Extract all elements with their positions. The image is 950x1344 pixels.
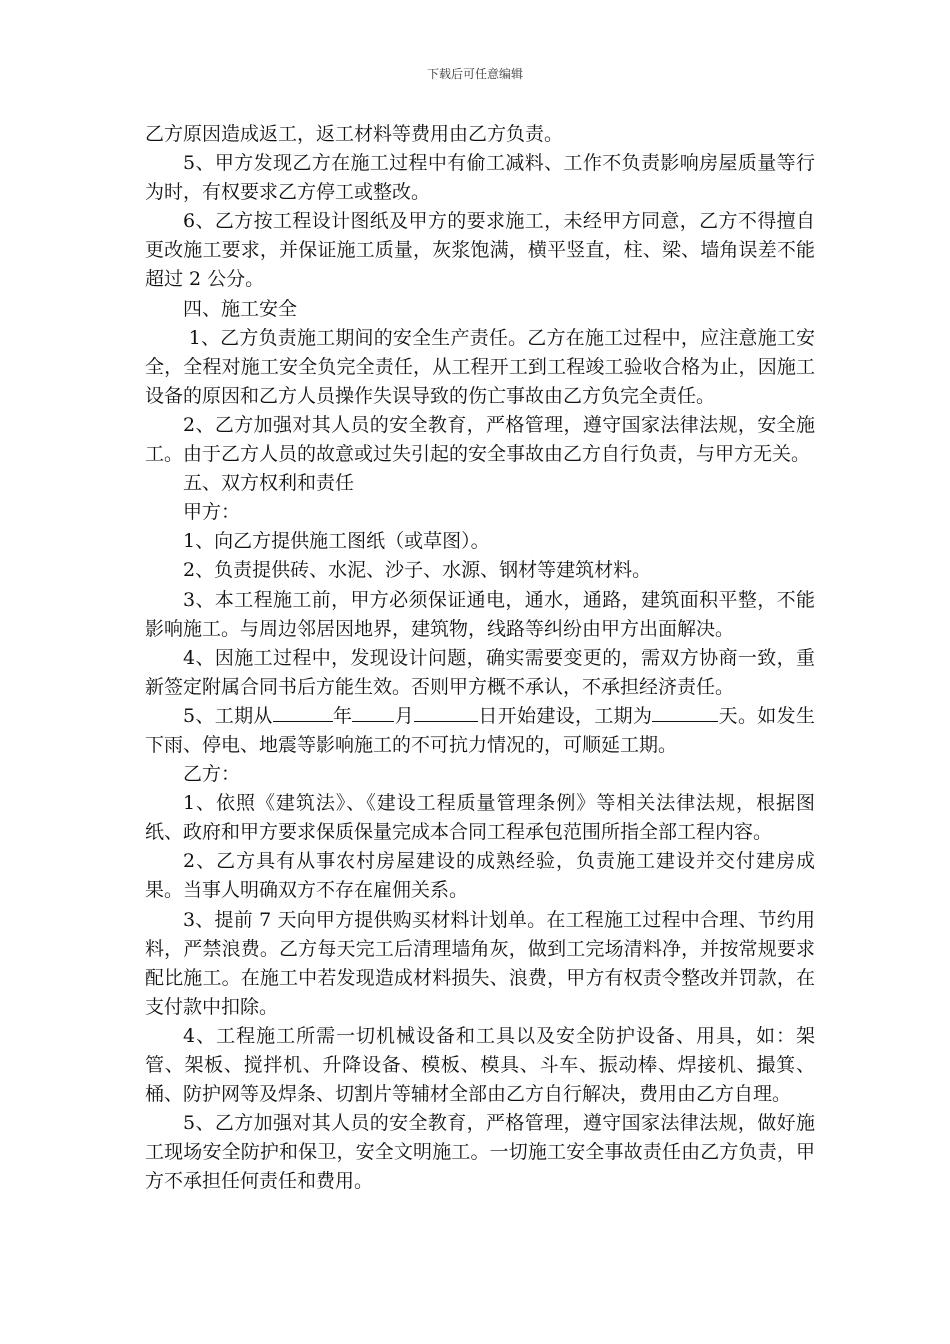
contract-body <box>145 120 815 1196</box>
paragraph-party-b-4: 4、工程施工所需一切机械设备和工具以及安全防护设备、用具，如：架管、架板、搅拌机、升降设备、模板、模具、斗车、振动棒、焊接机、撮箕、桶、防护网等及焊条、切割片等辅材全部由乙方自行解决，费用由乙方自理。 <box>145 1024 815 1106</box>
paragraph-party-a-5-schedule: 5、工期从 年 月 日开始建设，工期为 天。如发生下雨、停电、地震等影响施工的不可抗力情况的，可顺延工期。 <box>145 702 815 760</box>
paragraph-party-a-2: 2、负责提供砖、水泥、沙子、水源、钢材等建筑材料。 <box>183 559 652 582</box>
paragraph-clause-5-quality: 5、甲方发现乙方在施工过程中有偷工减料、工作不负责影响房屋质量等行为时，有权要求乙方停工或整改。 <box>145 152 815 204</box>
paragraph-party-b-3: 3、提前 7 天向甲方提供购买材料计划单。在工程施工过程中合理、节约用料，严禁浪费。乙方每天完工后清理墙角灰，做到工完场清料净，并按常规要求配比施工。在施工中若发现造成材料损失、浪费，甲方有权责令整改并罚款，在支付款中扣除。 <box>145 908 815 1018</box>
page-header-note: 下载后可任意编辑 <box>426 67 523 81</box>
section-heading-rights: 五、双方权利和责任 <box>183 472 355 495</box>
month-blank[interactable] <box>352 702 394 722</box>
year-blank[interactable] <box>273 702 333 722</box>
paragraph-party-b-5: 5、乙方加强对其人员的安全教育，严格管理，遵守国家法律法规，做好施工现场安全防护和保卫，安全文明施工。一切施工安全事故责任由乙方负责，甲方不承担任何责任和费用。 <box>145 1112 815 1193</box>
duration-blank[interactable] <box>652 702 718 722</box>
paragraph-party-b-1: 1、依照《建筑法》、《建设工程质量管理条例》等相关法律法规，根据图纸、政府和甲方要求保质保量完成本合同工程承包范围所指全部工程内容。 <box>145 792 815 844</box>
paragraph-safety-2: 2、乙方加强对其人员的安全教育，严格管理，遵守国家法律法规，安全施工。由于乙方人员的故意或过失引起的安全事故由乙方自行负责，与甲方无关。 <box>145 413 815 466</box>
paragraph-party-a-3: 3、本工程施工前，甲方必须保证通电，通水，通路，建筑面积平整，不能影响施工。与周边邻居因地界，建筑物，线路等纠纷由甲方出面解决。 <box>145 588 815 640</box>
paragraph-clause-6-design: 6、乙方按工程设计图纸及甲方的要求施工，未经甲方同意，乙方不得擅自更改施工要求，并保证施工质量，灰浆饱满，横平竖直，柱、梁、墙角误差不能超过 2 公分。 <box>145 210 815 291</box>
paragraph-party-a-4: 4、因施工过程中，发现设计问题，确实需要变更的，需双方协商一致，重新签定附属合同书后方能生效。否则甲方概不承认，不承担经济责任。 <box>145 646 815 698</box>
paragraph-party-a-1: 1、向乙方提供施工图纸（或草图）。 <box>183 530 490 553</box>
section-heading-safety: 四、施工安全 <box>183 297 298 320</box>
party-b-label: 乙方： <box>183 763 241 786</box>
party-a-label: 甲方： <box>183 501 241 524</box>
paragraph-safety-1: 1、乙方负责施工期间的安全生产责任。乙方在施工过程中，应注意施工安全，全程对施工安全负完全责任，从工程开工到工程竣工验收合格为止，因施工设备的原因和乙方人员操作失误导致的伤亡事故由乙方负完全责任。 <box>145 326 815 407</box>
paragraph-rework-cost: 乙方原因造成返工，返工材料等费用由乙方负责。 <box>145 123 564 145</box>
day-blank[interactable] <box>414 702 478 722</box>
paragraph-party-b-2: 2、乙方具有从事农村房屋建设的成熟经验，负责施工建设并交付建房成果。当事人明确双方不存在雇佣关系。 <box>145 850 815 902</box>
